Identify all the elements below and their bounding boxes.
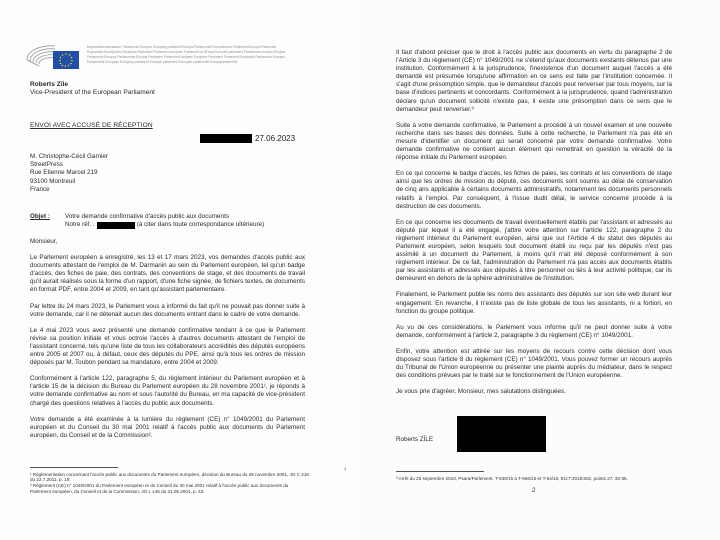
recipient-name: M. Christophe-Cécil Garnier [30, 153, 109, 160]
sender-title: Vice-President of the European Parliament [30, 89, 155, 97]
subject-text: Votre demande confirmative d'accès public aux documents [65, 213, 229, 220]
footnote: ¹ Réglementation concernant l'accès public aux documents du Parlement européen, décision du Bureau du 28 novembre 2001, JO C 216 du 22.7.2011, p. 19. [30, 471, 309, 483]
letter-page-2 [360, 0, 720, 540]
sender-name: Roberts Zīle [30, 81, 69, 88]
paragraph: Votre demande a été examinée à la lumière du règlement (CE) n° 1049/2001 du Parlement européen et du Conseil du 30 mai 2001 relatif à l'accès public aux documents du Parlement européen, du Conseil et de la Commission². [30, 415, 305, 439]
signatory-name: Roberts ZĪLE [396, 435, 434, 443]
footnote: ³ Arrêt du 25 septembre 2018, Psara/Parlement, T-639/15 à T-666/15 et T-94/16, EU:T:2018:602, points 27, 33-35. [396, 475, 628, 481]
page-number: 2 [532, 487, 536, 494]
recipient-country: France [30, 185, 50, 193]
recipient-city: 93100 Montreuil [30, 177, 76, 185]
paragraph: Il faut d'abord préciser que le droit à l'accès public aux documents en vertu du paragraphe 2 de l'Article 3 du règlement (CE) n° 1049/2001 ne s'étend qu'aux documents existants détenus par une institution. Conformément à la jurisprudence, l'inexistence d'un document auquel l'accès a été demandé est présumée lorsqu'une affirmation en ce sens est faite par l'institution concernée. Il s'agit d'une présomption simple, que le demandeur d'accès peut renverser par tous moyens, sur la base d'indices pertinents et concordants. Conformément à la jurisprudence, quand l'administration déclare qu'un document sollicité n'existe pas, il existe une présomption dans ce sens que le demandeur peut renverser.³ [396, 49, 672, 113]
redaction-block [200, 134, 252, 143]
paragraph: Le 4 mai 2023 vous avez présenté une demande confirmative tendant à ce que le Parlement révise sa position initiale et vous octroie l'accès à d'autres documents attestant de l'emploi de l'assistant concerné, tels qu'une liste de tous les collaborateurs accrédités des députés européens entre 2005 et 2007 ou, à défaut, ceux des députés du PPE, ainsi qu'à tous les ordres de mission déposés par M. Toubon pendant sa mandature, entre 2004 et 2009. [30, 326, 305, 367]
european-parliament-logo-icon [25, 40, 81, 70]
reference-note: (à citer dans toute correspondance ultérieure) [136, 221, 265, 228]
date-row [200, 134, 295, 143]
paragraph: En ce qui concerne le badge d'accès, les fiches de paies, les contrats et les conventions de stage ainsi que les ordres de mission du député, ces documents sont soumis au délai de conservation de cinq ans applicable à certains documents administratifs, notamment les documents personnels relatifs à l'emploi. Par conséquent, à l'issue dudit délai, le service concerné procède à la destruction de ces documents. [396, 170, 672, 210]
delivery-notice: ENVOI AVEC ACCUSÉ DE RÉCEPTION [30, 122, 153, 129]
recipient-street: Rue Etienne Marcel 219 [30, 169, 98, 177]
recipient-organization: StreetPress [30, 161, 63, 169]
salutation: Monsieur, [30, 238, 58, 245]
paragraph: Le Parlement européen a enregistré, les 13 et 17 mars 2023, vos demandes d'accès public aux documents attestant de l'emploi de M. Darmanin au sein du Parlement européen, tel qu'un badge d'accès, des fiches de paie, des contrats, des conventions de stage, et des documents de travail qu'il aurait réalisés sous la forme d'un rapport, d'une fiche signée, de fichiers textes, de documents en format PDF, entre 2004 et 2009, en tant qu'assistant parlementaire. [30, 254, 305, 294]
paragraph: Par lettre du 24 mars 2023, le Parlement vous a informé du fait qu'il ne pouvait pas donner suite à votre demande, car il ne détenait aucun des documents entrant dans le cadre de votre demande. [30, 302, 305, 318]
paragraph: Finalement, le Parlement publie les noms des assistants des députés sur son site web durant leur engagement. En revanche, il n'existe pas de liste globale de tous les assistants, ni a fortiori, en fonction du groupe politique. [396, 291, 672, 315]
letter-date: 27.06.2023 [255, 134, 296, 143]
footnote-divider [30, 467, 118, 468]
paragraph: Conformément à l'article 122, paragraphe 5, du règlement intérieur du Parlement européen et à l'article 15 de la décision du Bureau du Parlement européen du 28 novembre 2001¹, je réponds à votre demande confirmative au nom et sous l'autorité du Bureau, en ma capacité de vice-président chargé des questions relatives à l'accès du public aux documents. [30, 375, 305, 407]
paragraph: En ce qui concerne les documents de travail éventuellement établis par l'assistant et adressés au député par lequel il a été engagé, j'attire votre attention sur l'article 122, paragraphe 2 du règlement intérieur du Parlement européen, ainsi que sur l'Article 4 du statut des députés au Parlement européen, selon lesquels tout document établi ou reçu par les députés n'est pas assimilé à un document du Parlement, à moins qu'il n'ait été déposé conformément à son règlement intérieur. De ce fait, l'administration du Parlement n'a pas accès aux documents établis par les assistants et adressés aux députés à titre personnel ou liés à leur activité politique, car ils demeurent en dehors de la sphère administrative de l'institution. [396, 218, 672, 283]
footnote: ² Règlement (CE) n° 1049/2001 du Parlement européen et du Conseil du 30 mai 2001 relatif à l'accès public aux documents du Parlement européen, du Conseil et de la Commission, JO L 145 du 31.05.2001, p. 43. [30, 483, 289, 495]
footnotes-page-2 [396, 471, 676, 481]
parliament-names-multilingual: Европейски парламент Parlamento Europeo Evropský parlament Europa-Parlamentet Europäisches Parlament Euroopa Parlament Ευρωπαϊκό Κοινοβούλιο European Parliament Parlement européen Parlaimint na hEorpa Europski parlament Parlamento europeo Eiropas Parlaments Europos Parlamentas Európai Parlament Parlament Ewropew Europees Parlement Parlament Europejski Parlamento Europeu Parlamentul European Európsky parlament Evropski parlament Euroopan parlamentti Europaparlamentet [87, 44, 286, 65]
letter-body-page-1 [30, 238, 305, 448]
letter-body-page-2 [396, 49, 672, 404]
letterhead [25, 40, 287, 70]
page-number: 1 [344, 466, 347, 471]
reference-label: Notre réf. : [65, 221, 95, 228]
sender-block [30, 81, 155, 98]
recipient-address [30, 153, 108, 194]
footnotes-page-1 [30, 467, 310, 495]
subject-block [30, 213, 264, 229]
paragraph: Enfin, votre attention est attirée sur les moyens de recours contre cette décision dont vous disposez sous l'article 8 du règlement (CE) n° 1049/2001. Vous pouvez former un recours auprès du Tribunal de l'Union européenne ou présenter une plainte auprès du médiateur, dans le respect des conditions prévues par le traité sur le fonctionnement de l'Union européenne. [396, 347, 672, 380]
footnote-divider [396, 471, 484, 472]
closing: Je vous prie d'agréer, Monsieur, mes salutations distinguées. [396, 388, 566, 396]
subject-label: Objet : [30, 213, 50, 220]
signature-block [396, 416, 546, 452]
redacted-signature [457, 416, 546, 452]
reference-line [65, 221, 264, 229]
paragraph: Suite à votre demande confirmative, le Parlement a procédé à un nouvel examen et une nouvelle recherche dans ses bases des données. Suite à cette recherche, le Parlement n'a pas été en mesure d'identifier un document qui serait concerné par votre demande confirmative. Votre demande confirmative ne contient aucun élément qui remettrait en question la véracité de la réponse initiale du Parlement européen. [396, 121, 672, 162]
redaction-block [97, 222, 135, 229]
paragraph: Au vu de ces considérations, le Parlement vous informe qu'il ne peut donner suite à votre demande, conformément à l'article 2, paragraphe 3 du règlement (CE) n° 1049/2001. [396, 323, 672, 339]
